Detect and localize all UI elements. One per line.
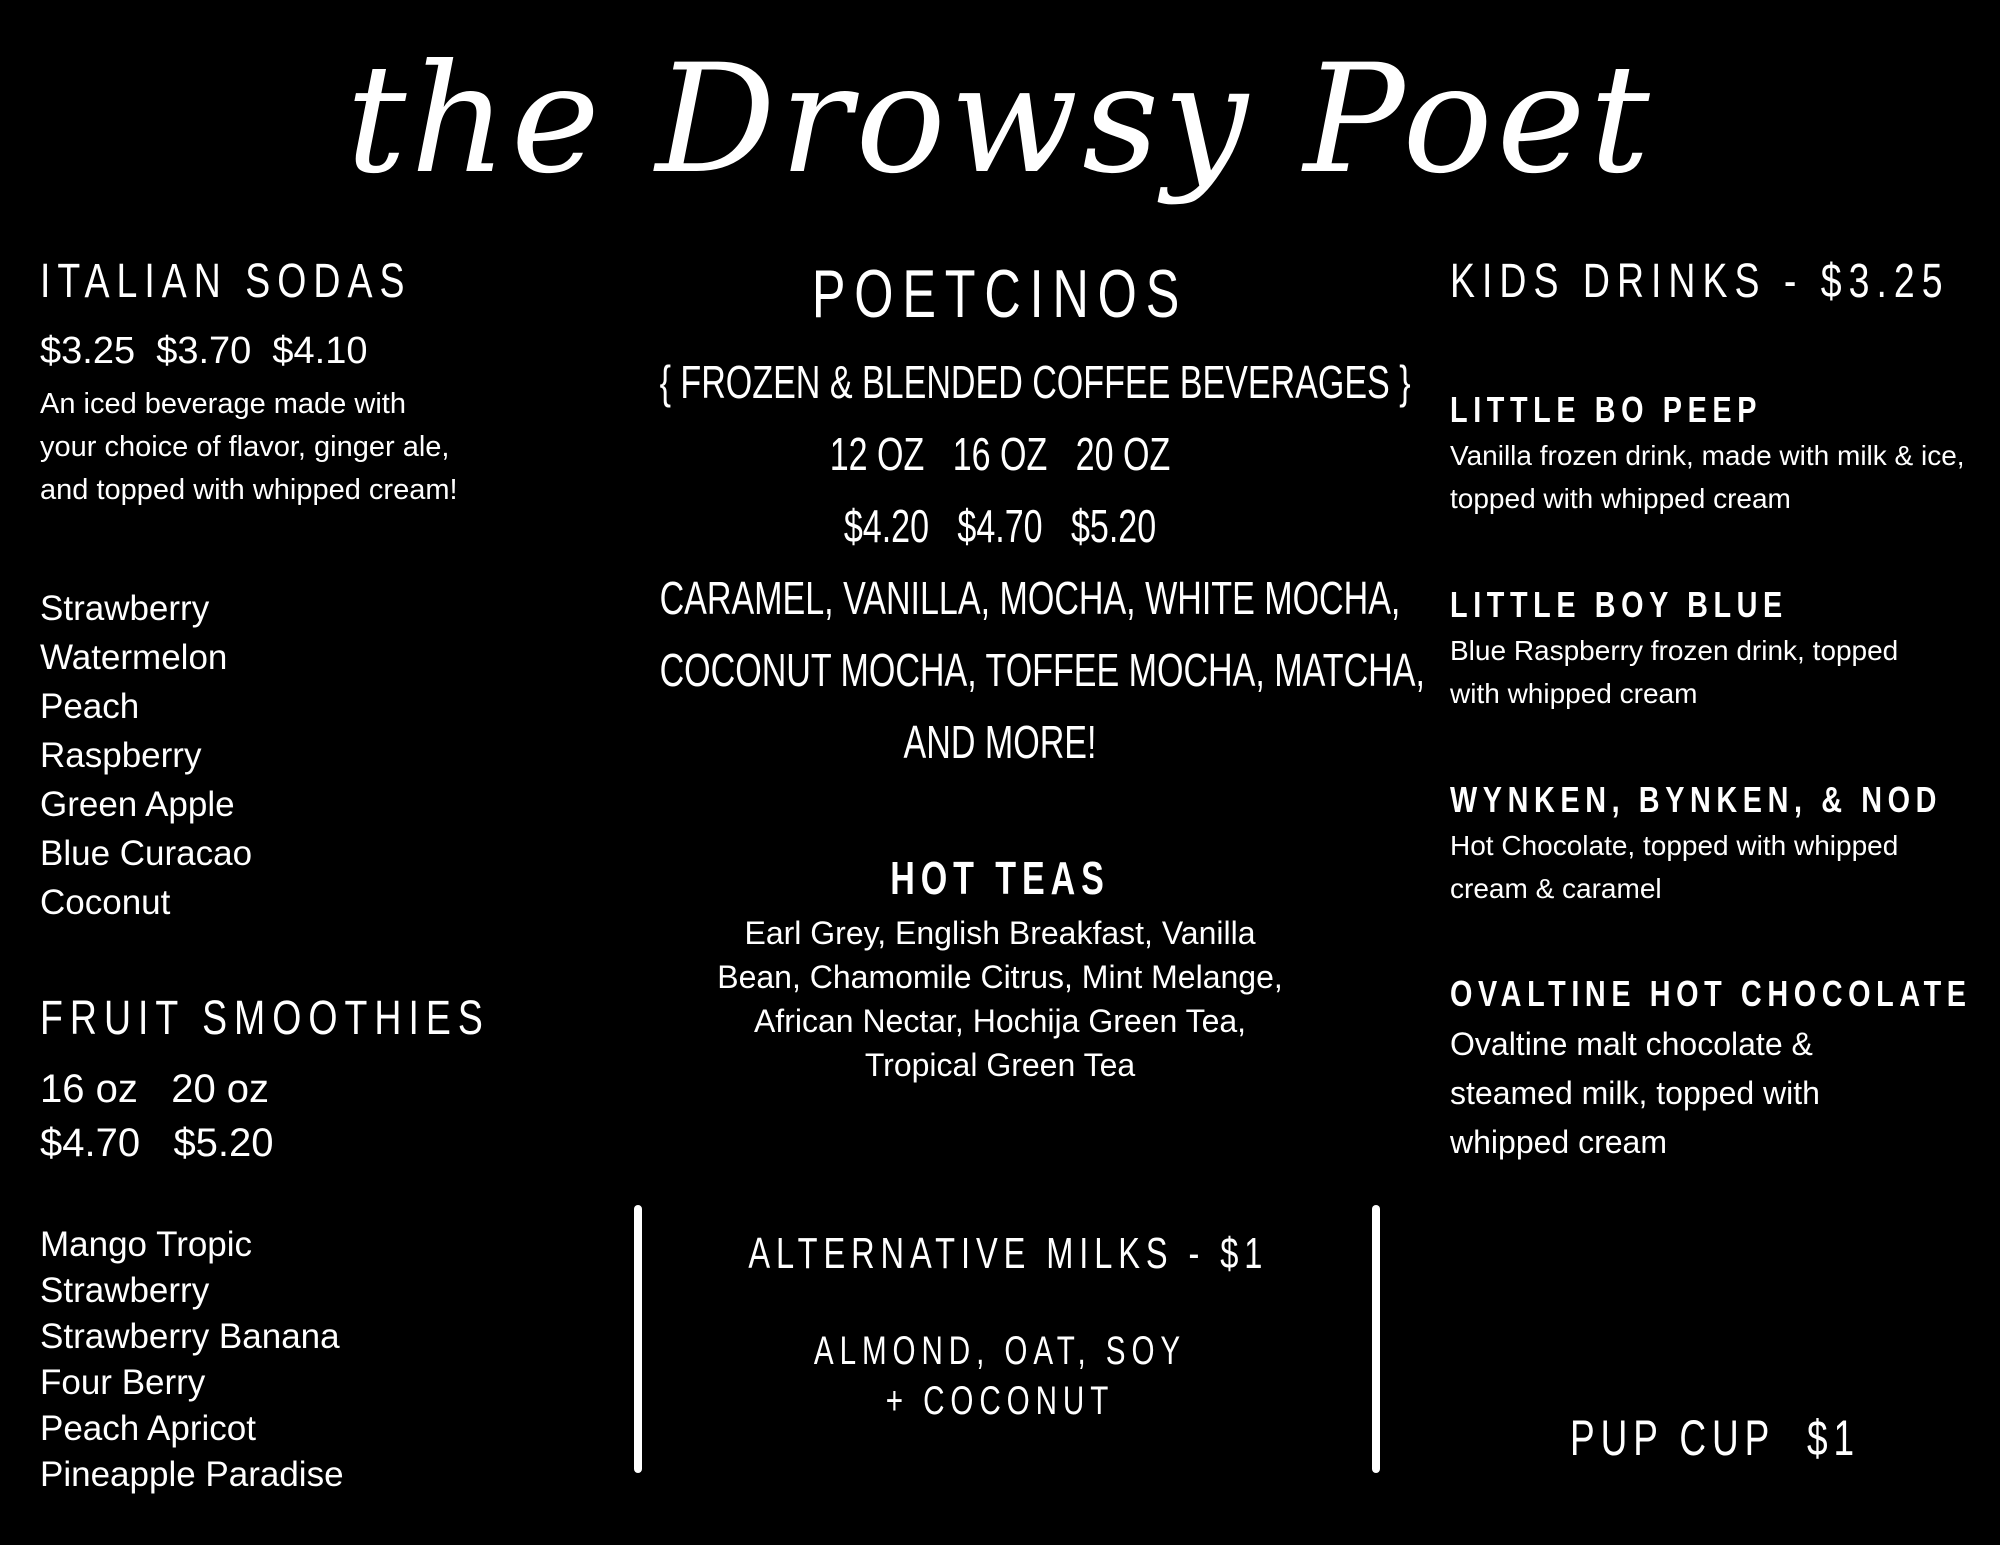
pup-cup-section <box>1450 1408 1980 1468</box>
left-divider-bar <box>634 1205 642 1473</box>
fruit-smoothies-sizes: 16 oz 20 oz <box>40 1067 270 1111</box>
poetcinos-flavors-line: AND MORE! <box>903 716 1097 768</box>
list-item: Strawberry <box>40 589 210 628</box>
list-item: Raspberry <box>40 736 202 775</box>
hot-teas-line: Earl Grey, English Breakfast, Vanilla <box>744 915 1256 951</box>
list-item: Mango Tropic <box>40 1225 253 1264</box>
poetcinos-sizes: 12 OZ 16 OZ 20 OZ <box>829 428 1171 480</box>
fruit-smoothies-flavor-list <box>40 1222 344 1498</box>
kids-drink-name: LITTLE BOY BLUE <box>1450 584 1788 625</box>
kids-drink-description: Blue Raspberry frozen drink, topped with whipped cream <box>1450 635 1899 709</box>
kids-drink-item <box>1450 583 1950 715</box>
poetcinos-prices: $4.20 $4.70 $5.20 <box>843 500 1157 552</box>
list-item: Green Apple <box>40 785 235 824</box>
alt-milks-line: + COCONUT <box>885 1379 1115 1423</box>
list-item: Pineapple Paradise <box>40 1455 344 1494</box>
list-item: Blue Curacao <box>40 834 253 873</box>
italian-sodas-description: An iced beverage made with your choice of flavor, ginger ale, and topped with whipped cream! <box>40 388 458 506</box>
hot-teas-section <box>640 850 1360 906</box>
alt-milks-heading: ALTERNATIVE MILKS - $1 <box>748 1229 1269 1278</box>
hot-teas-heading: HOT TEAS <box>890 852 1110 904</box>
kids-drink-description: Hot Chocolate, topped with whipped cream & caramel <box>1450 830 1899 904</box>
menu-title: the Drowsy Poet <box>346 33 1654 207</box>
kids-drink-name: OVALTINE HOT CHOCOLATE <box>1450 973 1972 1014</box>
alt-milks-line: ALMOND, OAT, SOY <box>813 1329 1187 1373</box>
kids-drink-name: WYNKEN, BYNKEN, & NOD <box>1450 779 1943 820</box>
poetcinos-flavors-line: COCONUT MOCHA, TOFFEE MOCHA, MATCHA, <box>659 644 1425 696</box>
list-item: Four Berry <box>40 1363 206 1402</box>
kids-drink-item <box>1450 388 1980 520</box>
kids-drink-name: LITTLE BO PEEP <box>1450 389 1763 430</box>
hot-teas-line: Tropical Green Tea <box>864 1047 1136 1083</box>
kids-drink-item <box>1450 972 1972 1167</box>
poetcinos-flavors-line: CARAMEL, VANILLA, MOCHA, WHITE MOCHA, <box>659 572 1401 624</box>
poetcinos-details <box>540 346 1460 778</box>
alt-milks-section <box>660 1226 1340 1426</box>
hot-teas-line: Bean, Chamomile Citrus, Mint Melange, <box>717 959 1283 995</box>
list-item: Strawberry Banana <box>40 1317 340 1356</box>
hot-teas-list <box>620 911 1380 1087</box>
italian-sodas-heading: ITALIAN SODAS <box>40 255 412 308</box>
fruit-smoothies-heading: FRUIT SMOOTHIES <box>40 992 490 1045</box>
hot-teas-line: African Nectar, Hochija Green Tea, <box>753 1003 1247 1039</box>
kids-drinks-heading: KIDS DRINKS - $3.25 <box>1450 255 1950 308</box>
list-item: Watermelon <box>40 638 228 677</box>
poetcinos-subtitle: { FROZEN & BLENDED COFFEE BEVERAGES } <box>659 356 1411 408</box>
list-item: Coconut <box>40 883 171 922</box>
right-divider-bar <box>1372 1205 1380 1473</box>
kids-drink-description: Ovaltine malt chocolate & steamed milk, topped with whipped cream <box>1450 1026 1820 1160</box>
kids-drink-item <box>1450 778 1950 910</box>
poetcinos-section <box>640 254 1360 334</box>
pup-cup-label: PUP CUP $1 <box>1570 1410 1860 1466</box>
italian-sodas-flavor-list <box>40 584 252 927</box>
kids-drink-description: Vanilla frozen drink, made with milk & ice, topped with whipped cream <box>1450 440 1965 514</box>
list-item: Peach Apricot <box>40 1409 256 1448</box>
list-item: Strawberry <box>40 1271 210 1310</box>
list-item: Peach <box>40 687 140 726</box>
italian-sodas-prices: $3.25 $3.70 $4.10 <box>40 330 368 372</box>
poetcinos-heading: POETCINOS <box>811 256 1189 332</box>
fruit-smoothies-prices: $4.70 $5.20 <box>40 1121 274 1165</box>
